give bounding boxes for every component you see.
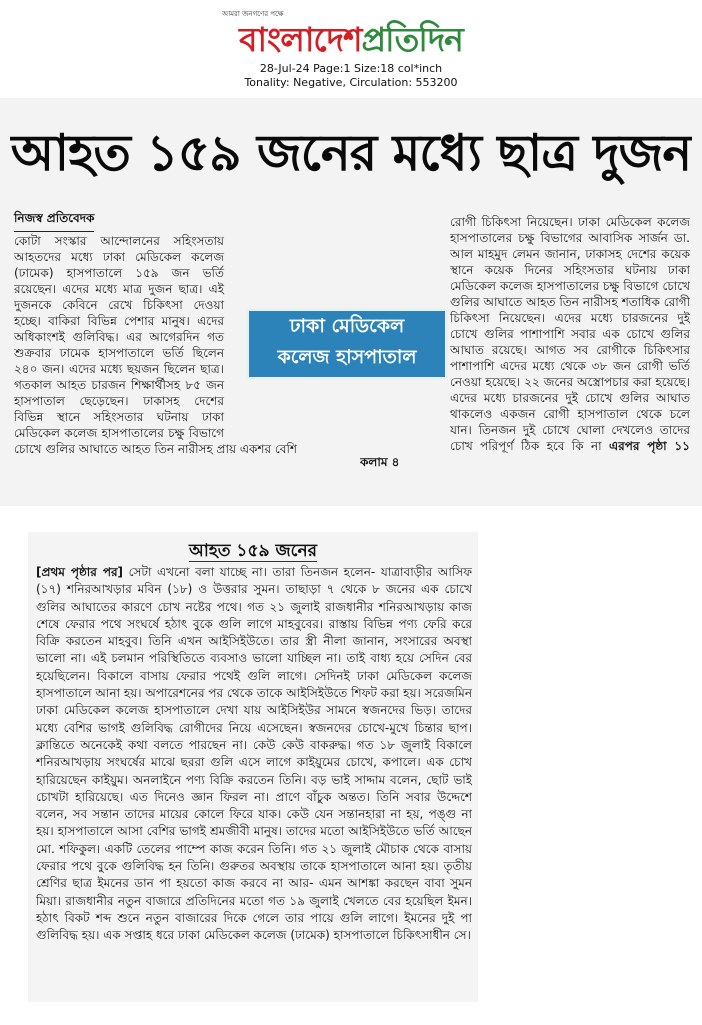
highlight-box — [246, 308, 448, 380]
logo-word-pratidin: প্রতিদিন — [361, 20, 463, 59]
highlight-line-1: ঢাকা মেডিকেল — [289, 315, 405, 337]
clipping-meta-line1: 28-Jul-24 Page:1 Size:18 col*inch — [259, 62, 443, 75]
clipping-meta-line2: Tonality: Negative, Circulation: 553200 — [244, 76, 458, 89]
masthead-tagline: আমরা জনগণের পক্ষে — [222, 10, 284, 18]
continuation-clipping — [28, 532, 478, 1002]
front-page-clipping — [0, 98, 702, 506]
column-1-text: কোটা সংস্কার আন্দোলনের সহিংসতায় আহতদের মধ্যে ঢাকা মেডিকেল কলেজ (ঢামেক) হাসপাতালে ১৫৯ জন ভর্তি রয়েছেন। এদের মধ্যে মাত্র দুজন ছাত্র। এই দুজনকে কেবিনে রেখে চিকিৎসা দেওয়া হচ্ছে। বাকিরা বিভিন্ন পেশার মানুষ। এদের অধিকাংশই গুলিবিদ্ধ। এর আগেরদিন গত শুক্রবার ঢামেক হাসপাতালে ভর্তি ছিলেন ২৪০ জন। এদের মধ্যে ছয়জন ছিলেন ছাত্র। গতকাল আহত চারজন শিক্ষার্থীসহ ৮৫ জন হাসপাতাল ছেড়েছেন। ঢাকাসহ দেশের বিভিন্ন স্থানে সহিংসতার ঘটনায় ঢাকা মেডিকেল কলেজ হাসপাতালের চক্ষু বিভাগে চোখে গুলির আঘাতে আহত তিন নারীসহ প্রায় একশর বেশি — [14, 234, 298, 456]
article-byline: নিজস্ব প্রতিবেদক — [14, 210, 94, 232]
continuation-headline — [28, 538, 478, 566]
clipping-meta — [0, 62, 702, 90]
continuation-headline-text: আহত ১৫৯ জনের — [189, 541, 317, 561]
highlight-line-2: কলেজ হাসপাতাল — [277, 346, 417, 368]
newspaper-logo — [0, 14, 702, 58]
continuation-lead: [প্রথম পৃষ্ঠার পর] — [36, 565, 124, 579]
article-headline: আহত ১৫৯ জনের মধ্যে ছাত্র দুজন — [10, 124, 692, 182]
continued-on-marker: এরপর পৃষ্ঠা ১১ কলাম ৪ — [360, 439, 690, 469]
continuation-body — [36, 564, 472, 998]
logo-word-bangladesh: বাংলাদেশ — [239, 20, 362, 59]
masthead — [0, 0, 702, 100]
continuation-text: সেটা এখনো বলা যাচ্ছে না। তারা তিনজন হলেন- যাত্রাবাড়ীর আসিফ (১৭) শনিরআখড়ার মবিন (১৮) ও উত্তরার সুমন। তাছাড়া ৭ থেকে ৮ জনের এক চোখে গুলির আঘাতের কারণে চোখ নষ্টের পথে। গত ২১ জুলাই রাজধানীর শনিরআখড়ায় কাজ শেষে ফেরার পথে সংঘর্ষে হঠাৎ বুকে গুলি লাগে মাহবুবের। রাস্তায় বিভিন্ন পণ্য ফেরি করে বিক্রি করতেন মাহবুব। তিনি এখন আইসিইউতে। তার স্ত্রী নীলা জানান, সংসারের অবস্থা ভালো না। এই চলমান পরিস্থিতিতে ব্যবসাও ভালো যাচ্ছিল না। তাই বাধ্য হয়ে সেদিন বের হয়েছিলেন। বিকালে বাসায় ফেরার পথেই গুলি লাগে। সেদিনই ঢাকা মেডিকেল কলেজ হাসপাতালে আনা হয়। অপারেশনের পর থেকে তাকে আইসিইউতে শিফট করা হয়। সরেজমিন ঢাকা মেডিকেল কলেজ হাসপাতালে দেখা যায় আইসিইউর সামনে স্বজনদের ভিড়। তাদের মধ্যে বেশির ভাগই গুলিবিদ্ধ রোগীদের নিয়ে এসেছেন। স্বজনদের চোখে-মুখে চিন্তার ছাপ। ক্লান্তিতে অনেকেই কথা বলতে পারছেন না। কেউ কেউ বাকরুদ্ধ। গত ১৮ জুলাই বিকালে শনিরআখড়ায় সংঘর্ষের মাঝে ছররা গুলি এসে লাগে কাইয়ুমের চোখে, কপালে। এক চোখ হারিয়েছেন কাইয়ুম। অনলাইনে পণ্য বিক্রি করতেন তিনি। বড় ভাই সাদ্দাম বলেন, ছোট ভাই চোখটা হারিয়েছে। এত দিনেও জ্ঞান ফিরল না। প্রাণে বাঁচুক অন্তত। তিনি সবার উদ্দেশে বলেন, সব সন্তান তাদের মায়ের কোলে ফিরে যাক। কেউ যেন সন্তানহারা না হয়, পঙ্গু না হয়। হাসপাতালে আসা বেশির ভাগই শ্রমজীবী মানুষ। তাদের মতো আইসিইউতে ভর্তি আছেন মো. শফিকুল। একটি তেলের পাম্পে কাজ করেন তিনি। গত ২১ জুলাই মৌচাক থেকে বাসায় ফেরার পথে বুকে গুলিবিদ্ধ হন তিনি। গুরুতর অবস্থায় তাকে হাসপাতালে আনা হয়। তৃতীয় শ্রেণির ছাত্র ইমনের ডান পা হয়তো কাজ করবে না আর- এমন আশঙ্কা করছেন বাবা সুমন মিয়া। রাজধানীর নতুন বাজারে প্রতিদিনের মতো গত ১৯ জুলাই খেলতে বের হয়েছিল ইমন। হঠাৎ বিকট শব্দ শুনে নতুন বাজারের দিকে গেলে তার পায়ে গুলি লাগে। ইমনের দুই পা গুলিবিদ্ধ হয়। এক সপ্তাহ ধরে ঢাকা মেডিকেল কলেজ (ঢামেক) হাসপাতালে চিকিৎসাধীন সে। — [36, 565, 472, 943]
column-2-text: রোগী চিকিৎসা নিয়েছেন। ঢাকা মেডিকেল কলেজ হাসপাতালের চক্ষু বিভাগের আবাসিক সার্জন ডা. আল মাহমুদ লেমন জানান, ঢাকাসহ দেশের কয়েক স্থানে কয়েক দিনের সহিংসতার ঘটনায় ঢাকা মেডিকেল কলেজ হাসপাতালের চক্ষু বিভাগে চোখে গুলির আঘাতে আহত তিন নারীসহ শতাধিক রোগী চিকিৎসা নিয়েছেন। এদের মধ্যে চারজনের দুই চোখে গুলির পাশাপাশি সবার এক চোখে গুলির আঘাত রয়েছে। আগত সব রোগীকে চিকিৎসার পাশাপাশি এদের মধ্যে থেকে ৩৮ জন রোগী ভর্তি নেওয়া হয়েছে। ২২ জনের অস্ত্রোপচার করা হয়েছে। এদের মধ্যে চারজনের দুই চোখে গুলির আঘাত থাকলেও একজন রোগী হাসপাতাল থেকে চলে যান। তিনজন দুই চোখে ঘোলা দেখলেও তাদের চোখ পরিপূর্ণ ঠিক হবে কি না — [450, 215, 690, 453]
